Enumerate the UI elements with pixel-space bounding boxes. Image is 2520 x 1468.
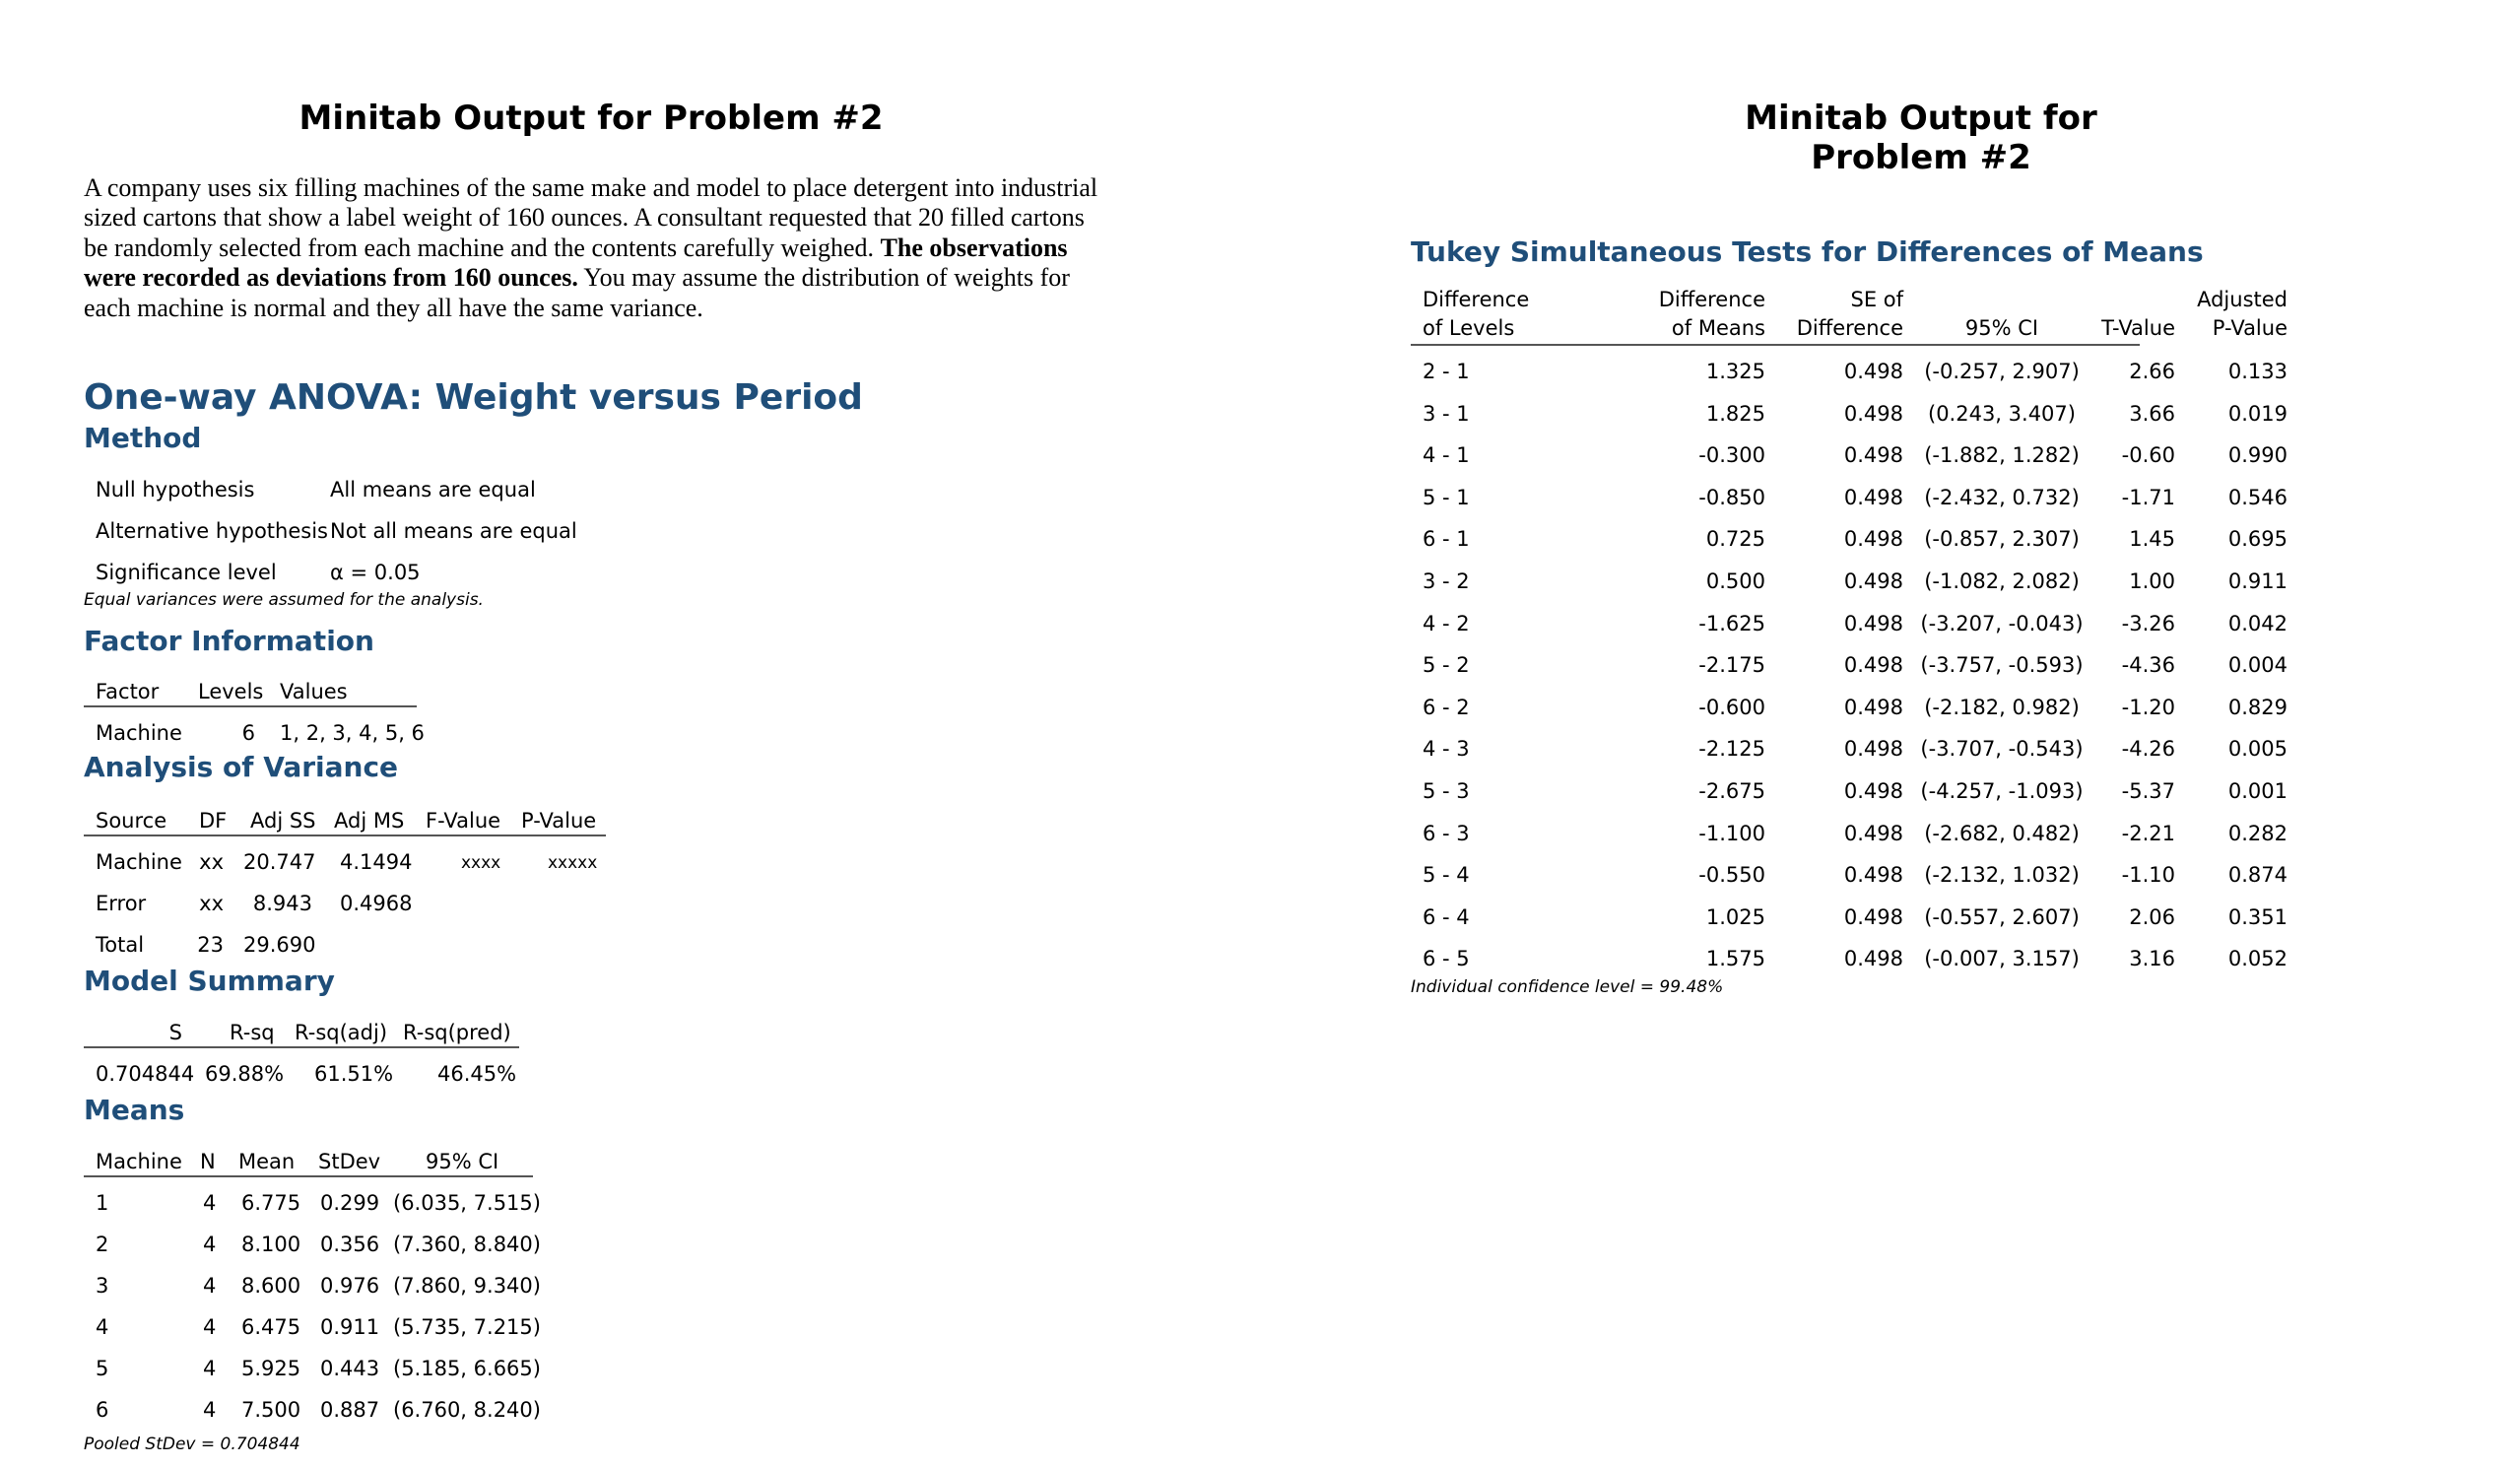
means-mean: 6.475 (241, 1315, 301, 1339)
col-header-fvalue: F-Value (426, 809, 501, 833)
tukey-header-rule (1411, 344, 2140, 346)
means-ci: (7.860, 9.340) (393, 1274, 541, 1298)
col-header-tvalue: T-Value (2101, 316, 2175, 340)
tukey-pvalue: 0.911 (2227, 569, 2288, 593)
tukey-se: 0.498 (1843, 779, 1903, 803)
tukey-ci: (-0.857, 2.307) (1924, 527, 2080, 552)
problem-description (84, 173, 1108, 323)
tukey-levels: 3 - 1 (1423, 401, 1470, 426)
aov-source: Error (96, 892, 147, 915)
tukey-levels: 5 - 1 (1423, 485, 1470, 509)
means-n: 4 (203, 1357, 217, 1380)
tukey-se: 0.498 (1843, 401, 1903, 426)
method-value: Not all means are equal (330, 519, 577, 543)
tukey-tvalue: 2.06 (2129, 904, 2175, 929)
col-header-rsqadj: R-sq(adj) (295, 1021, 388, 1044)
col-header-levels: Levels (198, 680, 264, 703)
aov-fvalue: xxxx (461, 853, 501, 873)
tukey-ci: (-3.207, -0.043) (1920, 611, 2084, 635)
tukey-pvalue: 0.005 (2227, 737, 2288, 762)
tukey-se: 0.498 (1843, 443, 1903, 468)
means-ci: (6.760, 8.240) (393, 1398, 541, 1422)
aov-df: xx (199, 850, 224, 874)
tukey-se: 0.498 (1843, 947, 1903, 971)
means-machine: 1 (96, 1191, 109, 1215)
tukey-ci: (-2.682, 0.482) (1924, 821, 2080, 845)
tukey-ci: (-1.082, 2.082) (1924, 569, 2080, 593)
tukey-diff: -2.675 (1698, 779, 1765, 803)
factor-header-rule (84, 705, 417, 707)
means-mean: 5.925 (241, 1357, 301, 1380)
model-rsqadj: 61.51% (314, 1062, 394, 1086)
method-value: All means are equal (330, 478, 536, 501)
tukey-levels: 2 - 1 (1423, 360, 1470, 383)
aov-source: Total (96, 933, 145, 957)
model-s: 0.704844 (96, 1062, 195, 1086)
col-header-n: N (200, 1150, 216, 1173)
means-heading: Means (84, 1094, 185, 1126)
means-mean: 7.500 (241, 1398, 301, 1422)
aov-adjms: 0.4968 (340, 892, 413, 915)
tukey-diff: -0.600 (1698, 695, 1765, 719)
tukey-pvalue: 0.001 (2227, 779, 2288, 803)
method-label: Significance level (96, 561, 277, 584)
means-stdev: 0.976 (320, 1274, 380, 1298)
tukey-heading: Tukey Simultaneous Tests for Differences of Means (1411, 235, 2204, 268)
aov-pvalue: xxxxx (548, 853, 598, 873)
means-stdev: 0.911 (320, 1315, 380, 1339)
intro-text-1: A company uses six filling machines of the same make and model to place detergent into industrial sized cartons that show a label weight of 160 ounces. A consultant requested that 20 filled cartons be randomly selected from each machine and the contents carefully weighed. (84, 173, 1098, 262)
col-header-diff-means-1: Difference (1658, 288, 1765, 311)
tukey-ci: (-4.257, -1.093) (1920, 779, 2084, 803)
means-mean: 8.600 (241, 1274, 301, 1298)
tukey-diff: -0.300 (1698, 443, 1765, 468)
means-stdev: 0.356 (320, 1233, 380, 1256)
tukey-se: 0.498 (1843, 863, 1903, 888)
means-stdev: 0.887 (320, 1398, 380, 1422)
tukey-pvalue: 0.019 (2227, 401, 2288, 426)
aov-df: xx (199, 892, 224, 915)
tukey-pvalue: 0.351 (2227, 904, 2288, 929)
means-header-rule (84, 1175, 533, 1177)
tukey-levels: 6 - 1 (1423, 527, 1470, 552)
tukey-ci: (-3.757, -0.593) (1920, 653, 2084, 678)
tukey-pvalue: 0.829 (2227, 695, 2288, 719)
tukey-ci: (-2.132, 1.032) (1924, 863, 2080, 888)
col-header-df: DF (199, 809, 228, 833)
col-header-values: Values (280, 680, 348, 703)
model-summary-heading: Model Summary (84, 965, 335, 997)
factor-info-heading: Factor Information (84, 625, 374, 657)
tukey-tvalue: 3.66 (2129, 401, 2175, 426)
means-machine: 3 (96, 1274, 109, 1298)
model-rsq: 69.88% (205, 1062, 285, 1086)
tukey-pvalue: 0.695 (2227, 527, 2288, 552)
tukey-tvalue: 2.66 (2129, 360, 2175, 383)
means-machine: 2 (96, 1233, 109, 1256)
factor-name: Machine (96, 721, 182, 745)
col-header-mean: Mean (238, 1150, 296, 1173)
tukey-ci: (-0.007, 3.157) (1924, 947, 2080, 971)
tukey-se: 0.498 (1843, 821, 1903, 845)
tukey-diff: -0.850 (1698, 485, 1765, 509)
tukey-pvalue: 0.874 (2227, 863, 2288, 888)
tukey-tvalue: -4.26 (2121, 737, 2175, 762)
col-header-ci: 95% CI (426, 1150, 499, 1173)
tukey-diff: 1.325 (1705, 360, 1765, 383)
tukey-se: 0.498 (1843, 695, 1903, 719)
tukey-diff: 0.500 (1705, 569, 1765, 593)
tukey-se: 0.498 (1843, 569, 1903, 593)
means-ci: (7.360, 8.840) (393, 1233, 541, 1256)
tukey-levels: 6 - 5 (1423, 947, 1470, 971)
tukey-tvalue: 1.00 (2129, 569, 2175, 593)
model-summary-header-rule (84, 1046, 519, 1048)
col-header-se-2: Difference (1796, 316, 1903, 340)
aov-adjms: 4.1494 (340, 850, 413, 874)
means-mean: 6.775 (241, 1191, 301, 1215)
tukey-diff: -1.100 (1698, 821, 1765, 845)
tukey-pvalue: 0.042 (2227, 611, 2288, 635)
means-stdev: 0.299 (320, 1191, 380, 1215)
means-n: 4 (203, 1191, 217, 1215)
means-n: 4 (203, 1274, 217, 1298)
col-header-adjp-2: P-Value (2212, 316, 2288, 340)
tukey-levels: 6 - 3 (1423, 821, 1470, 845)
col-header-s: S (168, 1021, 182, 1044)
tukey-tvalue: -1.20 (2121, 695, 2175, 719)
tukey-se: 0.498 (1843, 360, 1903, 383)
col-header-diff-means-2: of Means (1671, 316, 1765, 340)
col-header-adjss: Adj SS (250, 809, 316, 833)
method-label: Null hypothesis (96, 478, 255, 501)
means-machine: 6 (96, 1398, 109, 1422)
anova-heading: One-way ANOVA: Weight versus Period (84, 377, 863, 418)
tukey-pvalue: 0.546 (2227, 485, 2288, 509)
tukey-se: 0.498 (1843, 904, 1903, 929)
col-header-source: Source (96, 809, 167, 833)
tukey-ci: (-0.257, 2.907) (1924, 360, 2080, 383)
col-header-ci: 95% CI (1964, 316, 2039, 340)
col-header-se-1: SE of (1850, 288, 1903, 311)
tukey-se: 0.498 (1843, 611, 1903, 635)
page-title-right: Minitab Output for Problem #2 (1745, 99, 2097, 177)
tukey-diff: 1.575 (1705, 947, 1765, 971)
means-ci: (6.035, 7.515) (393, 1191, 541, 1215)
factor-values: 1, 2, 3, 4, 5, 6 (280, 721, 425, 745)
method-heading: Method (84, 422, 202, 454)
tukey-tvalue: -1.71 (2121, 485, 2175, 509)
tukey-diff: -1.625 (1698, 611, 1765, 635)
means-stdev: 0.443 (320, 1357, 380, 1380)
col-header-machine: Machine (96, 1150, 182, 1173)
tukey-tvalue: 1.45 (2129, 527, 2175, 552)
aov-adjss: 8.943 (252, 892, 312, 915)
tukey-tvalue: -3.26 (2121, 611, 2175, 635)
means-ci: (5.185, 6.665) (393, 1357, 541, 1380)
tukey-levels: 6 - 4 (1423, 904, 1470, 929)
tukey-diff: -2.175 (1698, 653, 1765, 678)
tukey-diff: -2.125 (1698, 737, 1765, 762)
tukey-ci: (-2.182, 0.982) (1924, 695, 2080, 719)
tukey-diff: 1.025 (1705, 904, 1765, 929)
tukey-levels: 4 - 1 (1423, 443, 1470, 468)
tukey-tvalue: -5.37 (2121, 779, 2175, 803)
tukey-tvalue: -4.36 (2121, 653, 2175, 678)
tukey-se: 0.498 (1843, 527, 1903, 552)
tukey-pvalue: 0.282 (2227, 821, 2288, 845)
tukey-tvalue: -0.60 (2121, 443, 2175, 468)
means-n: 4 (203, 1233, 217, 1256)
method-note: Equal variances were assumed for the analysis. (84, 590, 484, 610)
tukey-se: 0.498 (1843, 653, 1903, 678)
intro-text-2: You may assume the distribution of weights for each machine is normal and they all have the same variance. (84, 263, 1070, 322)
tukey-pvalue: 0.133 (2227, 360, 2288, 383)
col-header-adjms: Adj MS (334, 809, 405, 833)
tukey-se: 0.498 (1843, 737, 1903, 762)
tukey-levels: 5 - 3 (1423, 779, 1470, 803)
tukey-ci: (-0.557, 2.607) (1924, 904, 2080, 929)
tukey-tvalue: 3.16 (2129, 947, 2175, 971)
tukey-se: 0.498 (1843, 485, 1903, 509)
tukey-levels: 6 - 2 (1423, 695, 1470, 719)
tukey-tvalue: -2.21 (2121, 821, 2175, 845)
method-label: Alternative hypothesis (96, 519, 328, 543)
tukey-pvalue: 0.990 (2227, 443, 2288, 468)
col-header-diff-levels-1: Difference (1423, 288, 1530, 311)
tukey-diff: 1.825 (1705, 401, 1765, 426)
means-n: 4 (203, 1398, 217, 1422)
page-title-left: Minitab Output for Problem #2 (298, 99, 884, 138)
tukey-levels: 5 - 2 (1423, 653, 1470, 678)
tukey-levels: 4 - 2 (1423, 611, 1470, 635)
col-header-pvalue: P-Value (521, 809, 597, 833)
tukey-pvalue: 0.052 (2227, 947, 2288, 971)
method-value: α = 0.05 (330, 561, 421, 584)
tukey-levels: 5 - 4 (1423, 863, 1470, 888)
aov-source: Machine (96, 850, 182, 874)
tukey-diff: 0.725 (1705, 527, 1765, 552)
tukey-ci: (-2.432, 0.732) (1924, 485, 2080, 509)
col-header-rsqpred: R-sq(pred) (403, 1021, 511, 1044)
tukey-ci: (0.243, 3.407) (1928, 401, 2076, 426)
col-header-diff-levels-2: of Levels (1423, 316, 1515, 340)
means-ci: (5.735, 7.215) (393, 1315, 541, 1339)
means-n: 4 (203, 1315, 217, 1339)
col-header-rsq: R-sq (230, 1021, 275, 1044)
tukey-pvalue: 0.004 (2227, 653, 2288, 678)
intro-bold-text: The observations were recorded as deviations from 160 ounces. (84, 233, 1068, 293)
tukey-levels: 4 - 3 (1423, 737, 1470, 762)
model-rsqpred: 46.45% (437, 1062, 517, 1086)
tukey-levels: 3 - 2 (1423, 569, 1470, 593)
aov-header-rule (84, 834, 606, 836)
means-note: Pooled StDev = 0.704844 (84, 1435, 300, 1454)
means-mean: 8.100 (241, 1233, 301, 1256)
tukey-ci: (-1.882, 1.282) (1924, 443, 2080, 468)
means-machine: 5 (96, 1357, 109, 1380)
aov-adjss: 29.690 (243, 933, 316, 957)
aov-heading: Analysis of Variance (84, 751, 399, 783)
aov-adjss: 20.747 (243, 850, 316, 874)
factor-levels: 6 (241, 721, 255, 745)
col-header-factor: Factor (96, 680, 160, 703)
aov-df: 23 (197, 933, 224, 957)
tukey-diff: -0.550 (1698, 863, 1765, 888)
col-header-stdev: StDev (318, 1150, 381, 1173)
tukey-tvalue: -1.10 (2121, 863, 2175, 888)
tukey-ci: (-3.707, -0.543) (1920, 737, 2084, 762)
means-machine: 4 (96, 1315, 109, 1339)
tukey-note: Individual confidence level = 99.48% (1411, 977, 1724, 997)
col-header-adjp-1: Adjusted (2197, 288, 2288, 311)
